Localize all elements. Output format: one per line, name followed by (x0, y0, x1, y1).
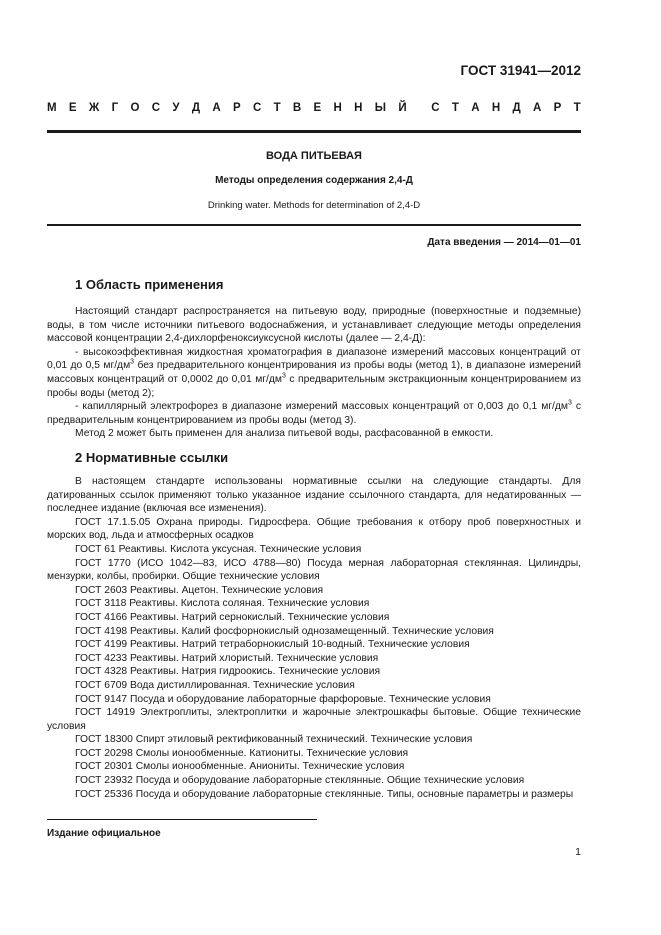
section-2-intro: В настоящем стандарте использованы нормативные ссылки на следующие стандарты. Для датированных ссылок применяют только указанное издание ссылочного стандарта, для недатированных — последнее издание (включая все изменения). (47, 476, 581, 515)
reference-item: ГОСТ 4166 Реактивы. Натрий сернокислый. Технические условия (75, 611, 390, 623)
section-1-note: Метод 2 может быть применен для анализа питьевой воды, расфасованной в емкости. (75, 428, 494, 440)
page-number: 1 (575, 846, 581, 858)
reference-item: ГОСТ 4199 Реактивы. Натрий тетраборнокислый 10-водный. Технические условия (75, 639, 470, 651)
reference-item: ГОСТ 18300 Спирт этиловый ректификованный технический. Технические условия (75, 734, 473, 746)
interstate-letter: Е (313, 102, 322, 114)
reference-item: ГОСТ 4233 Реактивы. Натрий хлористый. Технические условия (75, 652, 379, 664)
interstate-letter: Р (232, 102, 241, 114)
interstate-letter: Д (191, 102, 201, 114)
reference-item: ГОСТ 6709 Вода дистиллированная. Технические условия (75, 679, 355, 691)
interstate-letter: Е (68, 102, 77, 114)
section-1-body (47, 305, 581, 441)
reference-item: ГОСТ 14919 Электроплиты, электроплитки и жарочные электрошкафы бытовые. Общие технические условия (47, 707, 581, 732)
document-subtitle: Методы определения содержания 2,4-Д (215, 175, 413, 186)
interstate-letter: М (47, 102, 57, 114)
document-title: ВОДА ПИТЬЕВАЯ (266, 150, 362, 162)
reference-item: ГОСТ 4328 Реактивы. Натрия гидроокись. Технические условия (75, 666, 381, 678)
interstate-letter: Н (354, 102, 363, 114)
reference-item: ГОСТ 2603 Реактивы. Ацетон. Технические условия (75, 584, 324, 596)
edition-label: Издание официальное (47, 828, 161, 839)
english-title: Drinking water. Methods for determination of 2,4-D (207, 200, 421, 211)
footer-rule (47, 819, 317, 820)
reference-item: ГОСТ 4198 Реактивы. Калий фосфорнокислый однозамещенный. Технические условия (75, 625, 494, 637)
reference-item: ГОСТ 20301 Смолы ионообменные. Аниониты. Технические условия (75, 761, 405, 773)
reference-item: ГОСТ 61 Реактивы. Кислота уксусная. Технические условия (75, 543, 362, 555)
interstate-letter: Т (451, 102, 459, 114)
date-of-introduction: Дата введения — 2014—01—01 (427, 237, 581, 248)
section-1-method-hplc: - высокоэффективная жидкостная хроматография в диапазоне измерений массовых концентраций от 0,01 до 0,5 $мг/дм^3$ без предварительного концентрирования из пробы воды (метод 1), в диапазоне измерений массовых концентраций от 0,0002 до 0,01 $мг/дм^3$ с предварительным экстракционным концентрированием из пробы воды (метод 2); (47, 346, 581, 399)
interstate-letter: Д (512, 102, 521, 114)
interstate-letter: Т (573, 102, 581, 114)
interstate-letter: А (532, 102, 542, 114)
section-1-heading: 1 Область применения (75, 277, 224, 292)
reference-item: ГОСТ 17.1.5.05 Охрана природы. Гидросфера. Общие требования к отбору проб поверхностных и морских вод, льда и атмосферных осадков (47, 516, 581, 542)
interstate-letter: С (431, 102, 440, 114)
section-1-paragraph: Настоящий стандарт распространяется на питьевую воду, природные (поверхностные и подземные) воды, в том числе источники питьевого водоснабжения, и устанавливает следующие методы определения массовой концентрации 2,4-дихлорфеноксиуксусной кислоты (далее — 2,4-Д): (47, 306, 581, 345)
reference-item: ГОСТ 20298 Смолы ионообменные. Катиониты. Технические условия (75, 747, 409, 759)
interstate-letter: Р (553, 102, 562, 114)
reference-item: ГОСТ 1770 (ИСО 1042—83, ИСО 4788—80) Посуда мерная лабораторная стеклянная. Цилиндры, мензурки, колбы, пробирки. Общие технические условия (47, 557, 581, 583)
section-2-heading: 2 Нормативные ссылки (75, 450, 229, 465)
reference-item: ГОСТ 3118 Реактивы. Кислота соляная. Технические условия (75, 598, 370, 610)
reference-item: ГОСТ 25336 Посуда и оборудование лабораторные стеклянные. Типы, основные параметры и размеры (75, 788, 574, 800)
interstate-letter: Н (333, 102, 342, 114)
interstate-letter: В (292, 102, 302, 114)
interstate-letter: С (252, 102, 262, 114)
reference-item: ГОСТ 23932 Посуда и оборудование лабораторные стеклянные. Общие технические условия (75, 775, 525, 787)
section-1-method-ce: - капиллярный электрофорез в диапазоне измерений массовых концентраций от 0,003 до 0,1 $мг/дм^3$ с предварительным концентрированием из пробы воды (метод 3). (47, 399, 581, 426)
interstate-letter: Й (398, 102, 407, 114)
interstate-letter: У (172, 102, 180, 114)
interstate-letter: О (130, 102, 140, 114)
interstate-letter: Т (273, 102, 281, 114)
section-2-body (47, 475, 581, 801)
interstate-letter: Н (491, 102, 501, 114)
interstate-letter: С (151, 102, 161, 114)
reference-list (47, 516, 581, 801)
reference-item: ГОСТ 9147 Посуда и оборудование лабораторные фарфоровые. Технические условия (75, 693, 491, 705)
interstate-letter: А (212, 102, 221, 114)
gost-code: ГОСТ 31941—2012 (460, 63, 581, 78)
interstate-letter: Ы (374, 102, 387, 114)
header-rule (47, 130, 581, 133)
interstate-standard-label (47, 102, 581, 114)
interstate-letter: А (471, 102, 480, 114)
title-rule (47, 224, 581, 226)
interstate-letter: Ж (88, 102, 100, 114)
interstate-letter: Г (111, 102, 119, 114)
